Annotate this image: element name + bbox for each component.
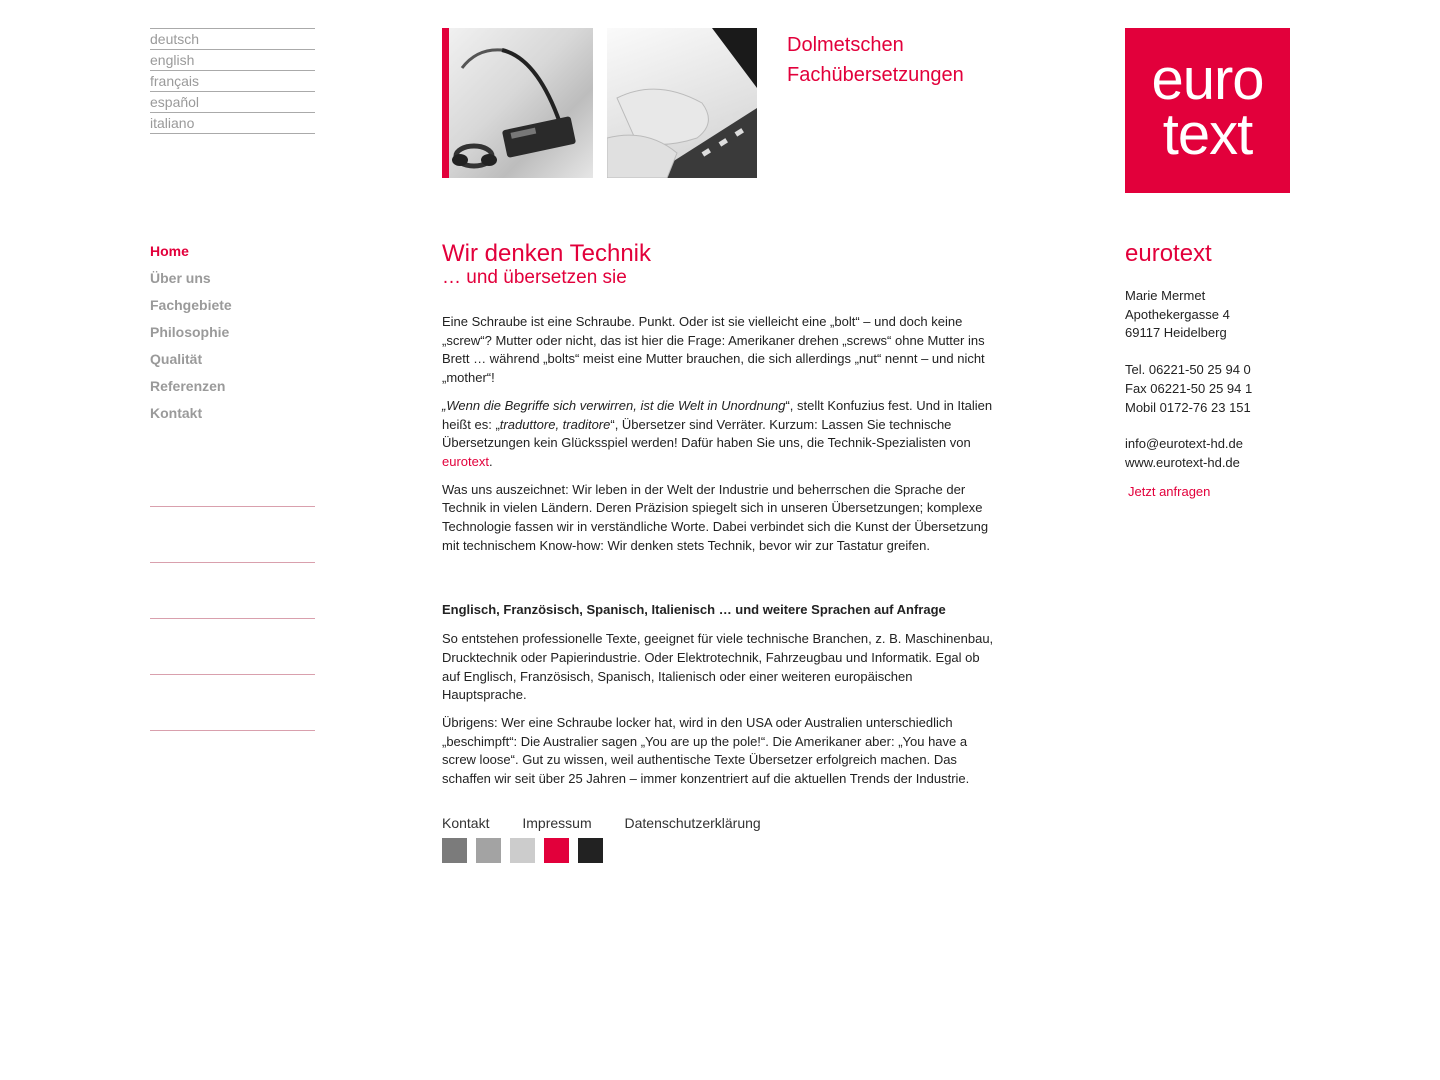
intro-paragraph: Eine Schraube ist eine Schraube. Punkt. Oder ist sie vielleicht eine „bolt“ – und doch keine „screw“? Mutter oder nicht, das ist hier die Frage: Amerikaner drehen „screws“ ohne Mutter ins Brett … während „bolts“ meist eine Mutter brauchen, die sich allerdings „nut“ nennt – und nicht „mother“!: [442, 314, 985, 386]
swatch-red[interactable]: [544, 838, 569, 863]
contact-street: Apothekergasse 4: [1125, 306, 1230, 322]
contact-city: 69117 Heidelberg: [1125, 325, 1227, 341]
lang-italiano[interactable]: italiano: [150, 113, 315, 134]
contact-phone: Tel. 06221-50 25 94 0: [1125, 362, 1251, 378]
lang-english[interactable]: english: [150, 50, 315, 71]
swatch-dark-gray[interactable]: [442, 838, 467, 863]
sidebar-dividers: [150, 506, 315, 786]
confucius-text: “, stellt Konfuzius fest. Und in Italien heißt es: „: [442, 397, 993, 432]
logo-word-euro: euro: [1151, 47, 1264, 112]
contact-mobile: Mobil 0172-76 23 151: [1125, 399, 1251, 415]
page-subtitle: … und übersetzen sie: [442, 267, 627, 288]
tagline-fachuebersetzungen: Fachübersetzungen: [787, 64, 964, 86]
page-title: Wir denken Technik: [442, 240, 651, 267]
footer-kontakt-link[interactable]: Kontakt: [442, 815, 490, 831]
divider-line: [150, 674, 315, 675]
lang-francais[interactable]: français: [150, 71, 315, 92]
contact-email-link[interactable]: info@eurotext-hd.de: [1125, 436, 1243, 452]
photo-accent-bar: [442, 28, 449, 178]
lang-espanol[interactable]: español: [150, 92, 315, 113]
paragraph-end: .: [488, 453, 493, 469]
swatch-medium-gray[interactable]: [476, 838, 501, 863]
nav-referenzen[interactable]: Referenzen: [150, 378, 226, 394]
lang-deutsch[interactable]: deutsch: [150, 29, 315, 50]
confucius-quote: „Wenn die Begriffe sich verwirren, ist die Welt in Unordnung: [442, 397, 786, 413]
footer-datenschutz-link[interactable]: Datenschutzerklärung: [624, 815, 761, 831]
contact-title: eurotext: [1125, 240, 1212, 267]
screw-loose-paragraph: Übrigens: Wer eine Schraube locker hat, wird in den USA oder Australien unterschiedlich „beschimpft“: Die Australier sagen „You are up the pole!“. Die Amerikaner aber: „You have a screw loose“. Gut zu wissen, weil authentische Texte Übersetzer erfolgreich machen. Das schaffen wir seit über 25 Jahren – immer konzentriert auf die aktuellen Trends der Industrie.: [442, 714, 970, 787]
divider-line: [150, 562, 315, 563]
contact-website-link[interactable]: www.eurotext-hd.de: [1125, 454, 1240, 470]
swatch-light-gray[interactable]: [510, 838, 535, 863]
contact-name: Marie Mermet: [1125, 288, 1206, 303]
main-navigation: [150, 240, 232, 429]
main-content: [442, 240, 997, 798]
request-quote-link[interactable]: Jetzt anfragen: [1128, 483, 1211, 499]
contact-sidebar: [1125, 240, 1325, 501]
divider-line: [150, 730, 315, 731]
languages-subheading: Englisch, Französisch, Spanisch, Italienisch … und weitere Sprachen auf Anfrage: [442, 602, 946, 618]
divider-line: [150, 618, 315, 619]
nav-qualitaet[interactable]: Qualität: [150, 351, 203, 367]
confucius-rest: “, Übersetzer sind Verräter. Kurzum: Lassen Sie technische Übersetzungen kein Glücksspiel werden! Dafür haben Sie uns, die Technik-Spezialisten von: [442, 416, 971, 451]
footer-links: [442, 815, 790, 831]
footer-impressum-link[interactable]: Impressum: [522, 815, 592, 831]
contact-fax: Fax 06221-50 25 94 1: [1125, 380, 1253, 396]
color-swatches: [442, 838, 612, 863]
typing-laptop-photo: [607, 28, 757, 178]
logo-word-text: text: [1162, 102, 1253, 167]
nav-philosophie[interactable]: Philosophie: [150, 324, 230, 340]
laptop-illustration: [607, 28, 757, 178]
tagline-dolmetschen: Dolmetschen: [787, 34, 904, 56]
microphone-illustration: [442, 28, 593, 178]
nav-fachgebiete[interactable]: Fachgebiete: [150, 297, 232, 313]
header-taglines: [787, 30, 964, 90]
language-menu: [150, 28, 315, 134]
eurotext-link[interactable]: eurotext: [442, 453, 489, 469]
features-paragraph: Was uns auszeichnet: Wir leben in der Welt der Industrie und beherrschen die Sprache der Technik in vielen Ländern. Deren Präzision spiegelt sich in unseren Übersetzungen; komplexe Technologie fassen wir in verständliche Worte. Dabei verbindet sich die Kunst der Übersetzung mit technischem Know-how: Wir denken stets Technik, bevor wir zur Tastatur greifen.: [442, 481, 989, 553]
swatch-black[interactable]: [578, 838, 603, 863]
industries-paragraph: So entstehen professionelle Texte, geeignet für viele technische Branchen, z. B. Maschinenbau, Drucktechnik oder Papierindustrie. Oder Elektrotechnik, Fahrzeugbau und Informatik. Egal ob auf Englisch, Französisch, Spanisch, Italienisch oder einer weiteren europäischen Hauptsprache.: [442, 631, 994, 703]
divider-line: [150, 506, 315, 507]
confucius-paragraph: [442, 397, 997, 472]
nav-ueber-uns[interactable]: Über uns: [150, 270, 211, 286]
eurotext-logo[interactable]: [1125, 28, 1290, 193]
interpreter-microphone-photo: [442, 28, 593, 178]
italian-saying: traduttore, traditore: [499, 416, 611, 432]
nav-kontakt[interactable]: Kontakt: [150, 405, 203, 421]
nav-home[interactable]: Home: [150, 243, 189, 259]
